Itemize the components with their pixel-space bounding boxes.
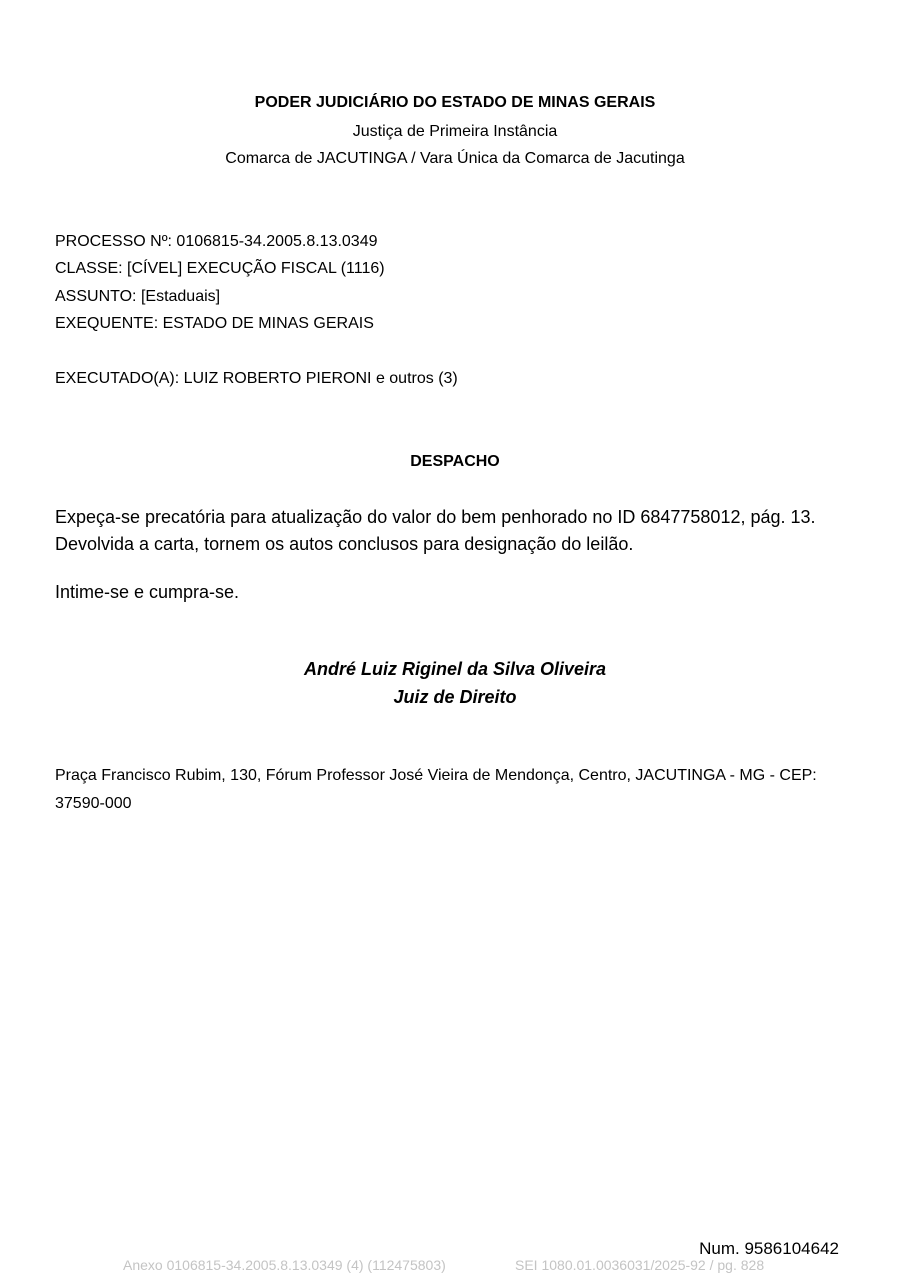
case-class: CLASSE: [CÍVEL] EXECUÇÃO FISCAL (1116) [55,260,385,277]
court-address: Praça Francisco Rubim, 130, Fórum Professor José Vieira de Mendonça, Centro, JACUTINGA - MG - CEP: 37590-000 [55,767,817,812]
body-paragraph-2: Intime-se e cumpra-se. [55,582,240,602]
signature-name: André Luiz Riginel da Silva Oliveira [303,659,607,679]
case-exequente: EXEQUENTE: ESTADO DE MINAS GERAIS [55,315,374,332]
process-number: PROCESSO Nº: 0106815-34.2005.8.13.0349 [55,233,378,250]
sei-stamp: SEI 1080.01.0036031/2025-92 / pg. 828 [515,1257,765,1273]
document-number: Num. 9586104642 [699,1239,839,1258]
case-executado: EXECUTADO(A): LUIZ ROBERTO PIERONI e outros (3) [55,370,458,387]
court-heading: PODER JUDICIÁRIO DO ESTADO DE MINAS GERAIS [254,94,656,111]
instance-heading: Justiça de Primeira Instância [352,123,558,140]
signature-role: Juiz de Direito [393,687,517,707]
case-subject: ASSUNTO: [Estaduais] [55,288,221,305]
annex-stamp: Anexo 0106815-34.2005.8.13.0349 (4) (112475803) [123,1257,446,1273]
comarca-heading: Comarca de JACUTINGA / Vara Única da Comarca de Jacutinga [225,150,685,167]
document-title: DESPACHO [410,453,500,470]
body-paragraph-1: Expeça-se precatória para atualização do valor do bem penhorado no ID 6847758012, pág. 13. Devolvida a carta, tornem os autos conclusos para designação do leilão. [55,507,816,554]
